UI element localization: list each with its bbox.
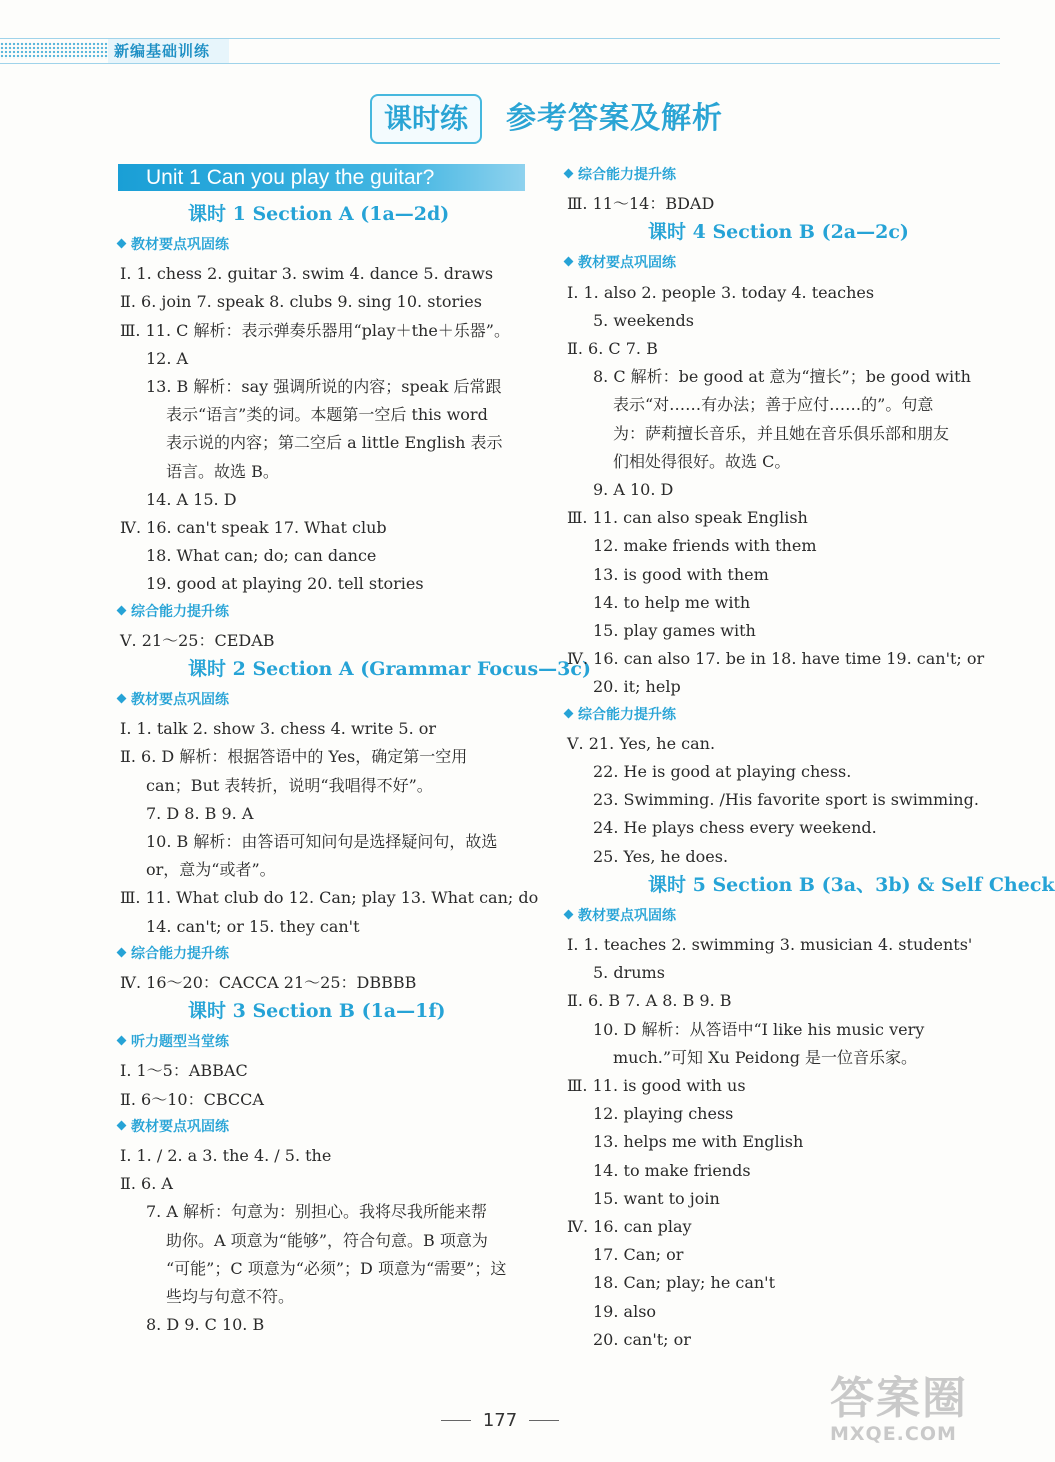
answer-line: Ⅰ. 1. talk 2. show 3. chess 4. write 5. or (120, 719, 437, 739)
answer-line: 20. can't; or (593, 1329, 691, 1349)
answer-line: 15. play games with (593, 621, 756, 640)
diamond-icon (117, 947, 127, 957)
answer-line: can；But 表转折，说明“我唱得不好”。 (146, 775, 433, 795)
answer-line: 们相处得很好。故选 C。 (613, 451, 791, 471)
answer-line: 13. helps me with English (593, 1132, 804, 1152)
answer-line: Ⅳ. 16. can't speak 17. What club (120, 518, 387, 537)
answer-line: Ⅰ. 1～5：ABBAC (120, 1061, 248, 1081)
answer-line: Ⅳ. 16. can play (567, 1217, 692, 1236)
answer-line: 24. He plays chess every weekend. (593, 818, 877, 838)
section-subheading: 综合能力提升练 (565, 166, 676, 184)
answer-line: much.”可知 Xu Peidong 是一位音乐家。 (613, 1047, 918, 1067)
answer-line: Ⅱ. 6. A (120, 1174, 173, 1194)
diamond-icon (564, 909, 574, 919)
watermark-big-text: 答案圈 (830, 1373, 968, 1424)
answer-line: 为：萨莉擅长音乐，并且她在音乐俱乐部和朋友 (613, 423, 950, 443)
answer-line: Ⅰ. 1. / 2. a 3. the 4. / 5. the (120, 1146, 332, 1165)
diamond-icon (564, 708, 574, 718)
section-subheading: 综合能力提升练 (118, 945, 229, 963)
answer-line: 19. good at playing 20. tell stories (146, 574, 424, 594)
answer-line: 23. Swimming. /His favorite sport is swimming. (593, 790, 979, 810)
unit-banner: Unit 1 Can you play the guitar? (118, 164, 525, 191)
answer-line: 8. C 解析：be good at 意为“擅长”；be good with (593, 367, 971, 387)
answer-line: 5. weekends (593, 310, 694, 330)
section-subheading: 听力题型当堂练 (118, 1033, 229, 1051)
answer-line: 表示“对……有办法；善于应付……的”。句意 (613, 395, 934, 415)
series-tag: 新编基础训练 (108, 39, 229, 63)
answer-line: Ⅲ. 11. What club do 12. Can; play 13. What can; do (120, 888, 539, 908)
answer-line: Ⅴ. 21～25：CEDAB (120, 630, 275, 650)
section-subheading: 教材要点巩固练 (565, 907, 676, 925)
answer-line: 些均与句意不符。 (166, 1287, 295, 1306)
section-subheading: 教材要点巩固练 (118, 1118, 229, 1136)
answer-line: Ⅱ. 6. D 解析：根据答语中的 Yes，确定第一空用 (120, 747, 468, 767)
answer-line: 表示说的内容；第二空后 a little English 表示 (166, 433, 503, 453)
answer-line: 语言。故选 B。 (166, 461, 279, 481)
answer-line: 19. also (593, 1301, 657, 1321)
section-subheading: 综合能力提升练 (118, 603, 229, 621)
lesson-heading: 课时 5 Section B (3a、3b) & Self Check (648, 873, 1055, 896)
page-title: 参考答案及解析 (506, 101, 723, 136)
answer-line: Ⅲ. 11. can also speak English (567, 508, 808, 528)
answer-line: Ⅱ. 6. join 7. speak 8. clubs 9. sing 10. stories (120, 292, 482, 312)
title-box-label: 课时练 (370, 94, 482, 144)
answer-line: 7. A 解析：句意为：别担心。我将尽我所能来帮 (146, 1202, 487, 1222)
answer-line: 12. make friends with them (593, 536, 817, 556)
answer-line: Ⅰ. 1. chess 2. guitar 3. swim 4. dance 5. draws (120, 264, 494, 284)
answer-line: 15. want to join (593, 1188, 720, 1208)
answer-line: 表示“语言”类的词。本题第一空后 this word (166, 405, 488, 425)
lesson-heading: 课时 4 Section B (2a—2c) (648, 221, 909, 244)
diamond-icon (117, 605, 127, 615)
answer-line: 10. B 解析：由答语可知问句是选择疑问句，故选 (146, 832, 498, 851)
page-number-text: 177 (482, 1410, 518, 1431)
answer-line: Ⅳ. 16. can also 17. be in 18. have time 19. can't; or (567, 649, 985, 669)
answer-line: 9. A 10. D (593, 480, 674, 499)
answer-line: 13. B 解析：say 强调所说的内容；speak 后常跟 (146, 377, 502, 396)
answer-line: Ⅰ. 1. teaches 2. swimming 3. musician 4. students' (567, 935, 973, 954)
answer-line: 8. D 9. C 10. B (146, 1315, 265, 1335)
answer-line: 25. Yes, he does. (593, 846, 729, 866)
answer-line: 10. D 解析：从答语中“I like his music very (593, 1019, 925, 1039)
section-subheading: 教材要点巩固练 (118, 236, 229, 254)
answer-line: or，意为“或者”。 (146, 860, 276, 880)
answer-line: 助你。A 项意为“能够”，符合句意。B 项意为 (166, 1230, 488, 1250)
answer-line: 7. D 8. B 9. A (146, 803, 254, 823)
answer-line: Ⅱ. 6～10：CBCCA (120, 1089, 264, 1109)
answer-line: 14. to make friends (593, 1160, 751, 1180)
answer-line: Ⅴ. 21. Yes, he can. (567, 733, 716, 753)
diamond-icon (564, 169, 574, 179)
answer-line: 14. can't; or 15. they can't (146, 916, 360, 936)
answer-line: Ⅲ. 11. C 解析：表示弹奏乐器用“play＋the＋乐器”。 (120, 320, 510, 340)
section-subheading: 教材要点巩固练 (565, 254, 676, 272)
answer-line: Ⅰ. 1. also 2. people 3. today 4. teaches (567, 282, 875, 302)
answer-line: 18. Can; play; he can't (593, 1273, 775, 1293)
answer-line: 14. A 15. D (146, 489, 237, 509)
answer-line: Ⅳ. 16～20：CACCA 21～25：DBBBB (120, 973, 417, 992)
header-dot-pattern (0, 42, 108, 59)
answer-line: “可能”；C 项意为“必须”；D 项意为“需要”；这 (166, 1258, 507, 1278)
section-subheading: 教材要点巩固练 (118, 691, 229, 709)
diamond-icon (117, 1120, 127, 1130)
answer-line: Ⅲ. 11. is good with us (567, 1076, 746, 1095)
answer-line: Ⅱ. 6. C 7. B (567, 339, 658, 358)
answer-line: 13. is good with them (593, 564, 769, 584)
lesson-heading: 课时 3 Section B (1a—1f) (188, 1000, 446, 1023)
answer-line: 12. playing chess (593, 1104, 734, 1124)
lesson-heading: 课时 1 Section A (1a—2d) (188, 203, 450, 225)
answer-line: 18. What can; do; can dance (146, 546, 377, 566)
section-subheading: 综合能力提升练 (565, 706, 676, 724)
watermark-small-text: MXQE.COM (830, 1423, 957, 1445)
answer-line: 12. A (146, 348, 189, 368)
answer-line: Ⅲ. 11～14：BDAD (567, 194, 715, 214)
answer-line: 14. to help me with (593, 592, 751, 612)
watermark-logo (830, 1375, 995, 1455)
top-header-bar (0, 38, 1000, 64)
answer-line: 17. Can; or (593, 1245, 684, 1265)
lesson-heading: 课时 2 Section A (Grammar Focus—3c) (188, 658, 591, 680)
diamond-icon (117, 239, 127, 249)
diamond-icon (117, 1036, 127, 1046)
diamond-icon (564, 257, 574, 267)
answer-line: 22. He is good at playing chess. (593, 762, 852, 781)
answer-line: 20. it; help (593, 677, 681, 697)
answer-line: Ⅱ. 6. B 7. A 8. B 9. B (567, 991, 732, 1011)
answer-line: 5. drums (593, 963, 665, 983)
diamond-icon (117, 694, 127, 704)
